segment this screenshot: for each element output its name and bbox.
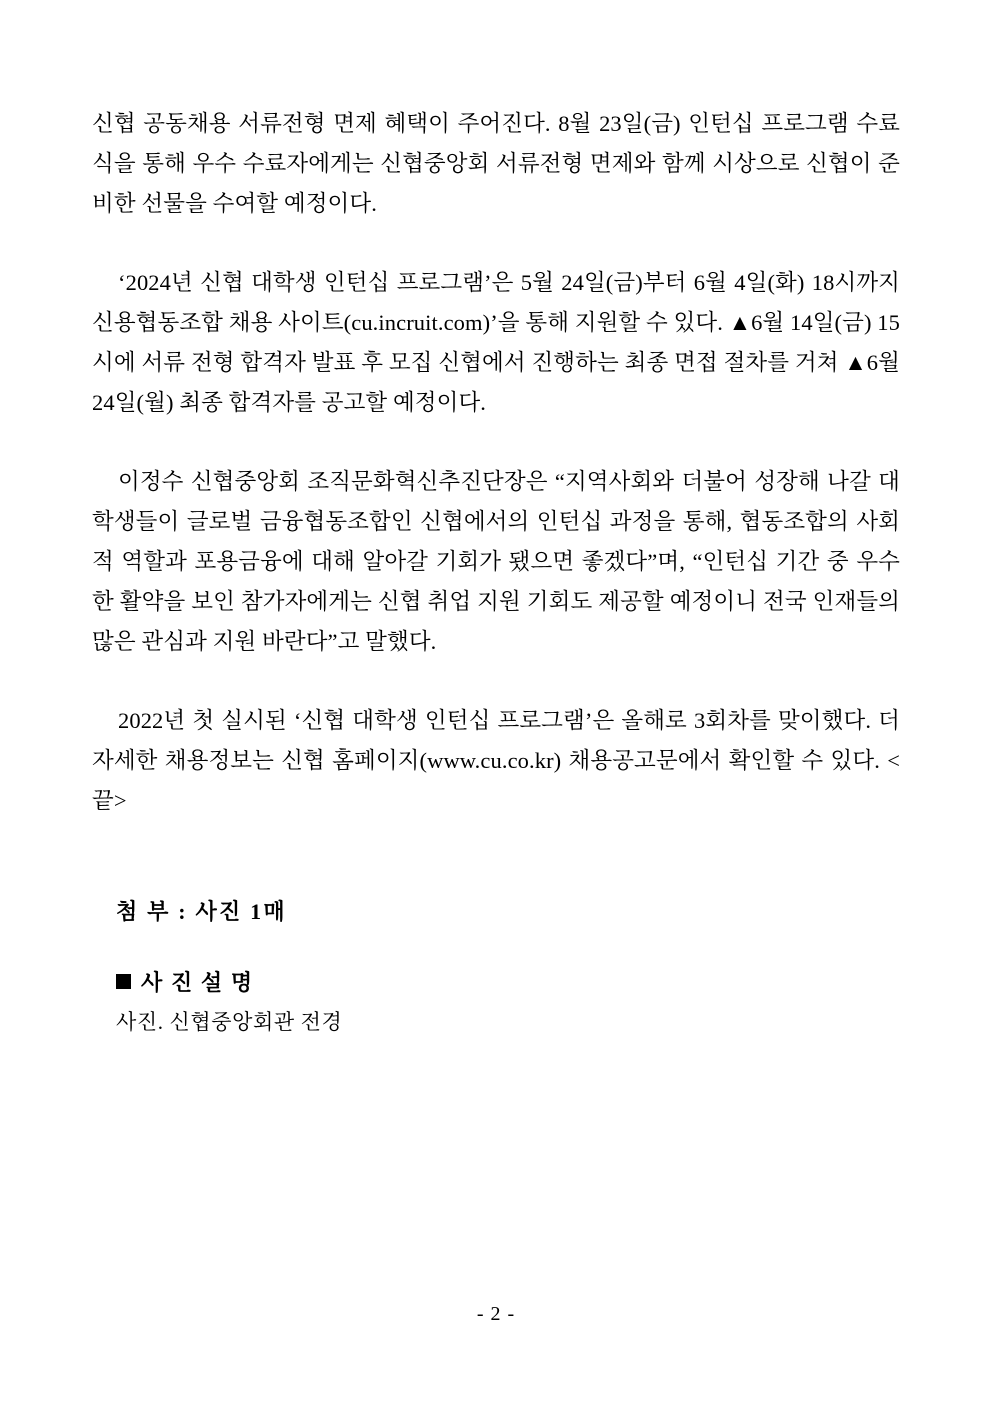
page-number: - 2 - [476, 1303, 516, 1325]
paragraph-2: ‘2024년 신협 대학생 인턴십 프로그램’은 5월 24일(금)부터 6월 4일(화) 18시까지 신용협동조합 채용 사이트(cu.incruit.com)’을 통해 지원할 수 있다. ▲6월 14일(금) 15시에 서류 전형 합격자 발표 후 모집 신협에서 진행하는 최종 면접 절차를 거쳐 ▲6월 24일(월) 최종 합격자를 공고할 예정이다. [92, 270, 900, 415]
photo-section-title: 사 진 설 명 [141, 970, 254, 995]
paragraph-1: 신협 공동채용 서류전형 면제 혜택이 주어진다. 8월 23일(금) 인턴십 프로그램 수료식을 통해 우수 수료자에게는 신협중앙회 서류전형 면제와 함께 시상으로 신협이 준비한 선물을 수여할 예정이다. [92, 111, 900, 216]
photo-caption: 사진. 신협중앙회관 전경 [116, 1010, 343, 1034]
paragraph-4: 2022년 첫 실시된 ‘신협 대학생 인턴십 프로그램’은 올해로 3회차를 맞이했다. 더 자세한 채용정보는 신협 홈페이지(www.cu.co.kr) 채용공고문에서 확인할 수 있다. <끝> [92, 708, 900, 813]
attachment-label: 첨 부 : 사진 1매 [116, 899, 287, 924]
black-square-icon [116, 974, 131, 989]
photo-section-heading [92, 966, 900, 997]
document-body [92, 104, 900, 821]
paragraph-3: 이정수 신협중앙회 조직문화혁신추진단장은 “지역사회와 더불어 성장해 나갈 대학생들이 글로벌 금융협동조합인 신협에서의 인턴십 과정을 통해, 협동조합의 사회적 역할과 포용금융에 대해 알아갈 기회가 됐으면 좋겠다”며, “인턴십 기간 중 우수한 활약을 보인 참가자에게는 신협 취업 지원 기회도 제공할 예정이니 전국 인재들의 많은 관심과 지원 바란다”고 말했다. [92, 469, 900, 654]
